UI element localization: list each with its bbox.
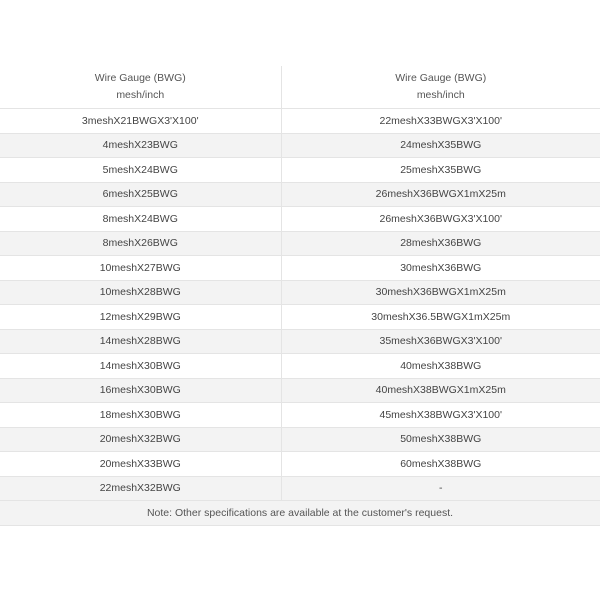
header-left-title: Wire Gauge (BWG) (94, 72, 186, 84)
header-cell-left (0, 66, 281, 109)
header-left-subtitle: mesh/inch (116, 89, 165, 101)
table-row (0, 354, 600, 379)
table-row (0, 256, 600, 281)
cell-left: 14meshX28BWG (0, 329, 281, 354)
cell-left: 16meshX30BWG (0, 378, 281, 403)
cell-left: 8meshX24BWG (0, 207, 281, 232)
table-row (0, 231, 600, 256)
note-text: Note: Other specifications are available at the customer's request. (0, 501, 600, 526)
table-row (0, 109, 600, 134)
cell-left: 20meshX33BWG (0, 452, 281, 477)
table-header-row (0, 66, 600, 109)
cell-right: 60meshX38BWG (281, 452, 600, 477)
cell-left: 12meshX29BWG (0, 305, 281, 330)
cell-right: - (281, 476, 600, 501)
table-row (0, 158, 600, 183)
cell-right: 28meshX36BWG (281, 231, 600, 256)
cell-left: 8meshX26BWG (0, 231, 281, 256)
table-row (0, 476, 600, 501)
note-row (0, 501, 600, 526)
table-row (0, 305, 600, 330)
cell-left: 6meshX25BWG (0, 182, 281, 207)
wire-gauge-table (0, 66, 600, 526)
table-row (0, 207, 600, 232)
cell-left: 20meshX32BWG (0, 427, 281, 452)
cell-right: 24meshX35BWG (281, 133, 600, 158)
table-row (0, 133, 600, 158)
header-right-title: Wire Gauge (BWG) (395, 72, 487, 84)
cell-left: 5meshX24BWG (0, 158, 281, 183)
table-row (0, 329, 600, 354)
cell-left: 14meshX30BWG (0, 354, 281, 379)
cell-left: 4meshX23BWG (0, 133, 281, 158)
cell-right: 26meshX36BWGX3'X100' (281, 207, 600, 232)
cell-left: 10meshX28BWG (0, 280, 281, 305)
table-row (0, 378, 600, 403)
cell-right: 30meshX36BWG (281, 256, 600, 281)
cell-left: 22meshX32BWG (0, 476, 281, 501)
table-row (0, 280, 600, 305)
cell-right: 40meshX38BWGX1mX25m (281, 378, 600, 403)
cell-right: 40meshX38BWG (281, 354, 600, 379)
table-row (0, 182, 600, 207)
cell-right: 22meshX33BWGX3'X100' (281, 109, 600, 134)
cell-right: 50meshX38BWG (281, 427, 600, 452)
table-row (0, 403, 600, 428)
table-row (0, 452, 600, 477)
cell-right: 30meshX36.5BWGX1mX25m (281, 305, 600, 330)
cell-right: 45meshX38BWGX3'X100' (281, 403, 600, 428)
header-cell-right (281, 66, 600, 109)
cell-left: 18meshX30BWG (0, 403, 281, 428)
table-row (0, 427, 600, 452)
cell-left: 3meshX21BWGX3'X100' (0, 109, 281, 134)
cell-right: 30meshX36BWGX1mX25m (281, 280, 600, 305)
cell-left: 10meshX27BWG (0, 256, 281, 281)
table-body (0, 66, 600, 526)
cell-right: 26meshX36BWGX1mX25m (281, 182, 600, 207)
cell-right: 25meshX35BWG (281, 158, 600, 183)
header-right-subtitle: mesh/inch (416, 89, 465, 101)
cell-right: 35meshX36BWGX3'X100' (281, 329, 600, 354)
